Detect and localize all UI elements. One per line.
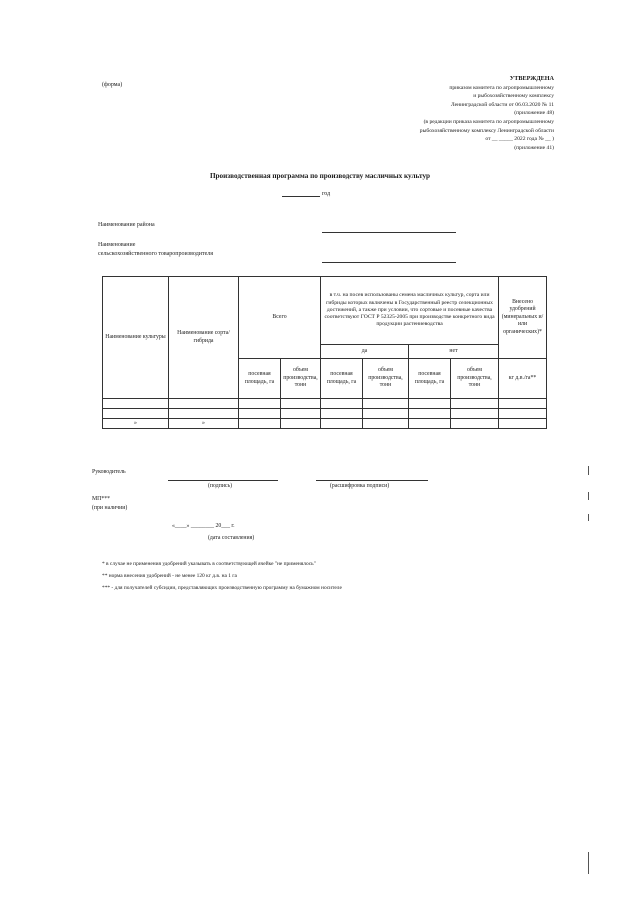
year-field — [282, 191, 330, 197]
header-crop: Наименование культуры — [103, 277, 169, 399]
scan-edge-mark — [588, 466, 589, 475]
approval-line: (приложение 48) — [514, 110, 554, 117]
scan-edge-mark — [588, 492, 589, 500]
stamp-note: (при наличии) — [92, 505, 128, 511]
sub-fert-unit: кг д.в./га** — [499, 359, 547, 399]
approval-line: Ленинградской области от 06.03.2020 № 11 — [450, 101, 554, 108]
date-field: «____» ________ 20___ г. — [172, 523, 235, 529]
district-label: Наименование района — [98, 222, 155, 228]
approval-head: УТВЕРЖДЕНА — [509, 75, 554, 82]
document-title: Производственная программа по производству масличных культур — [209, 172, 431, 180]
sub-yes-area: посевная площадь, га — [321, 359, 363, 399]
row-mark: » — [169, 419, 239, 429]
table-row — [103, 409, 547, 419]
header-variety: Наименование сорта/гибрида — [169, 277, 239, 399]
production-table — [102, 276, 547, 429]
header-no: нет — [409, 345, 499, 359]
stamp-label: МП*** — [92, 496, 111, 502]
name-caption: (расшифровка подписи) — [330, 483, 390, 489]
footnote-1: * в случае не применения удобрений указывать в соответствующей ячейке "не применялось" — [102, 561, 316, 567]
table-row — [103, 399, 547, 409]
approval-line: приказом комитета по агропромышленному — [449, 84, 554, 91]
producer-blank — [322, 262, 456, 263]
producer-label-line1: Наименование — [98, 242, 136, 248]
row-mark: » — [103, 419, 169, 429]
header-yes: да — [321, 345, 409, 359]
sub-total-volume: объем производства, тонн — [281, 359, 321, 399]
footnote-3: *** - для получателей субсидии, представляющих производственную программу на бумажном носителе — [102, 585, 342, 591]
scan-edge-mark — [588, 852, 589, 874]
name-blank — [316, 480, 428, 481]
approval-line: от __ _____ 2022 года № __ ) — [485, 136, 554, 143]
district-blank — [322, 232, 456, 233]
approval-block — [420, 75, 554, 152]
table-row — [103, 419, 547, 429]
year-blank — [282, 196, 320, 197]
sub-no-volume: объем производства, тонн — [451, 359, 499, 399]
sub-total-area: посевная площадь, га — [239, 359, 281, 399]
year-suffix: год — [322, 191, 331, 197]
approval-line: (приложение 41) — [514, 144, 554, 151]
producer-label-line2: сельскохозяйственного товаропроизводителя — [98, 251, 214, 257]
header-seeds: в т.ч. на посев использованы семена масличных культур, сорта или гибриды которых включены в Государственный реестр селекционных достижений, а также при условии, что сортовые и посевные качества соответствуют ГОСТ Р 52325-2005 при производстве конкретного вида продукции растениеводства — [321, 277, 499, 345]
approval-line: и рыбохозяйственному комплексу — [473, 93, 554, 100]
signature-caption: (подпись) — [208, 483, 233, 489]
scan-edge-mark — [588, 514, 589, 521]
approval-line: рыбохозяйственному комплексу Ленинградской области — [419, 127, 554, 134]
date-caption: (дата составления) — [208, 535, 255, 541]
header-total: Всего — [239, 277, 321, 359]
approval-line: (в редакции приказа комитета по агропромышленному — [423, 118, 554, 125]
sub-yes-volume: объем производства, тонн — [363, 359, 409, 399]
sub-no-area: посевная площадь, га — [409, 359, 451, 399]
signature-blank — [168, 480, 278, 481]
footnote-2: ** норма внесения удобрений - не менее 120 кг д.в. на 1 га — [102, 573, 237, 579]
form-label: (форма) — [102, 82, 123, 88]
header-fertilizer: Внесено удобрений (минеральных и/или органических)* — [499, 277, 547, 359]
signature-head: Руководитель — [92, 469, 126, 475]
